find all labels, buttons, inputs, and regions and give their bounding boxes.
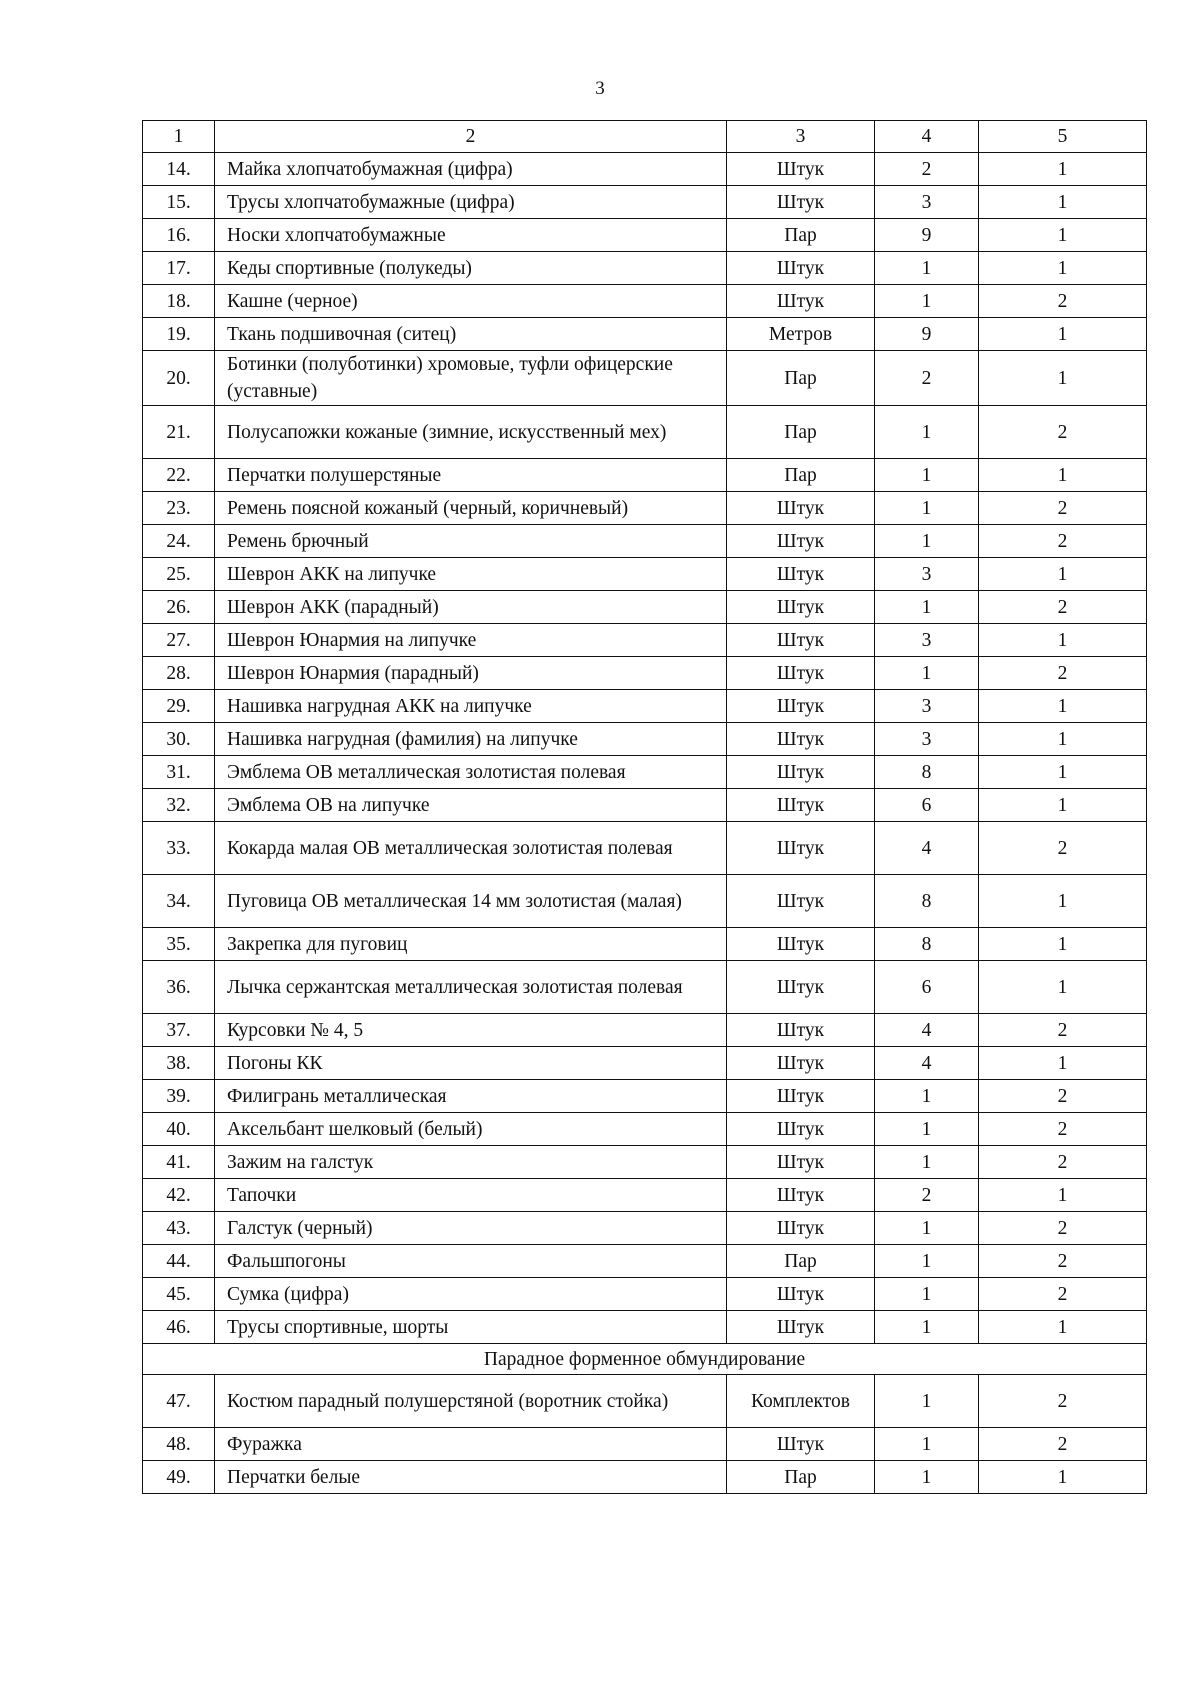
unit-of-measure: Штук: [727, 1428, 875, 1461]
item-name: Галстук (черный): [215, 1212, 727, 1245]
row-number: 23.: [143, 492, 215, 525]
unit-of-measure: Штук: [727, 756, 875, 789]
wear-term: 2: [979, 1014, 1147, 1047]
wear-term: 2: [979, 492, 1147, 525]
quantity: 8: [875, 928, 979, 961]
quantity: 2: [875, 153, 979, 186]
quantity: 1: [875, 1113, 979, 1146]
table-row: [143, 1179, 1147, 1212]
table-row: [143, 285, 1147, 318]
quantity: 8: [875, 875, 979, 928]
table-row: [143, 1278, 1147, 1311]
wear-term: 2: [979, 1212, 1147, 1245]
unit-of-measure: Штук: [727, 657, 875, 690]
unit-of-measure: Пар: [727, 219, 875, 252]
quantity: 1: [875, 591, 979, 624]
unit-of-measure: Штук: [727, 1047, 875, 1080]
quantity: 1: [875, 406, 979, 459]
unit-of-measure: Штук: [727, 723, 875, 756]
row-number: 31.: [143, 756, 215, 789]
wear-term: 2: [979, 1428, 1147, 1461]
unit-of-measure: Штук: [727, 1146, 875, 1179]
row-number: 26.: [143, 591, 215, 624]
unit-of-measure: Метров: [727, 318, 875, 351]
row-number: 46.: [143, 1311, 215, 1344]
row-number: 15.: [143, 186, 215, 219]
table-row: [143, 1245, 1147, 1278]
column-header: 1: [143, 121, 215, 153]
table-row: [143, 252, 1147, 285]
quantity: 1: [875, 1278, 979, 1311]
quantity: 1: [875, 252, 979, 285]
unit-of-measure: Штук: [727, 961, 875, 1014]
item-name: Филигрань металлическая: [215, 1080, 727, 1113]
wear-term: 1: [979, 624, 1147, 657]
wear-term: 1: [979, 875, 1147, 928]
quantity: 3: [875, 690, 979, 723]
quantity: 8: [875, 756, 979, 789]
wear-term: 1: [979, 351, 1147, 406]
table-row: [143, 186, 1147, 219]
row-number: 27.: [143, 624, 215, 657]
item-name: Фальшпогоны: [215, 1245, 727, 1278]
table-row: [143, 153, 1147, 186]
unit-of-measure: Пар: [727, 1245, 875, 1278]
row-number: 47.: [143, 1375, 215, 1428]
item-name: Нашивка нагрудная АКК на липучке: [215, 690, 727, 723]
item-name: Кашне (черное): [215, 285, 727, 318]
column-header: 5: [979, 121, 1147, 153]
row-number: 39.: [143, 1080, 215, 1113]
row-number: 48.: [143, 1428, 215, 1461]
item-name: Аксельбант шелковый (белый): [215, 1113, 727, 1146]
table-row: [143, 1146, 1147, 1179]
item-name: Трусы хлопчатобумажные (цифра): [215, 186, 727, 219]
unit-of-measure: Штук: [727, 1080, 875, 1113]
quantity: 2: [875, 1179, 979, 1212]
unit-of-measure: Штук: [727, 1278, 875, 1311]
row-number: 25.: [143, 558, 215, 591]
item-name: Курсовки № 4, 5: [215, 1014, 727, 1047]
wear-term: 2: [979, 1278, 1147, 1311]
item-name: Эмблема ОВ металлическая золотистая полевая: [215, 756, 727, 789]
wear-term: 2: [979, 1146, 1147, 1179]
wear-term: 1: [979, 690, 1147, 723]
unit-of-measure: Штук: [727, 525, 875, 558]
wear-term: 1: [979, 459, 1147, 492]
row-number: 19.: [143, 318, 215, 351]
table-row: [143, 1014, 1147, 1047]
item-name: Эмблема ОВ на липучке: [215, 789, 727, 822]
unit-of-measure: Штук: [727, 1014, 875, 1047]
wear-term: 1: [979, 558, 1147, 591]
table-row: [143, 1080, 1147, 1113]
table-row: [143, 558, 1147, 591]
unit-of-measure: Штук: [727, 822, 875, 875]
unit-of-measure: Штук: [727, 624, 875, 657]
table-row: [143, 318, 1147, 351]
unit-of-measure: Пар: [727, 459, 875, 492]
row-number: 43.: [143, 1212, 215, 1245]
wear-term: 2: [979, 1080, 1147, 1113]
quantity: 1: [875, 459, 979, 492]
unit-of-measure: Штук: [727, 153, 875, 186]
wear-term: 1: [979, 928, 1147, 961]
unit-of-measure: Штук: [727, 1179, 875, 1212]
table-row: [143, 1375, 1147, 1428]
item-name: Погоны КК: [215, 1047, 727, 1080]
table-row: [143, 1461, 1147, 1494]
unit-of-measure: Штук: [727, 252, 875, 285]
table-row: [143, 928, 1147, 961]
quantity: 4: [875, 1014, 979, 1047]
item-name: Носки хлопчатобумажные: [215, 219, 727, 252]
quantity: 2: [875, 351, 979, 406]
quantity: 1: [875, 1461, 979, 1494]
unit-of-measure: Штук: [727, 789, 875, 822]
section-title: Парадное форменное обмундирование: [143, 1344, 1147, 1375]
column-header: 4: [875, 121, 979, 153]
item-name: Ремень брючный: [215, 525, 727, 558]
wear-term: 2: [979, 1375, 1147, 1428]
wear-term: 2: [979, 591, 1147, 624]
unit-of-measure: Штук: [727, 690, 875, 723]
row-number: 41.: [143, 1146, 215, 1179]
wear-term: 2: [979, 1245, 1147, 1278]
wear-term: 1: [979, 318, 1147, 351]
unit-of-measure: Штук: [727, 1113, 875, 1146]
supply-table-container: [142, 120, 1146, 1494]
quantity: 3: [875, 558, 979, 591]
item-name: Пуговица ОВ металлическая 14 мм золотистая (малая): [215, 875, 727, 928]
table-row: [143, 1428, 1147, 1461]
unit-of-measure: Пар: [727, 1461, 875, 1494]
wear-term: 1: [979, 1311, 1147, 1344]
wear-term: 1: [979, 961, 1147, 1014]
wear-term: 1: [979, 219, 1147, 252]
row-number: 32.: [143, 789, 215, 822]
unit-of-measure: Комплектов: [727, 1375, 875, 1428]
table-row: [143, 657, 1147, 690]
row-number: 35.: [143, 928, 215, 961]
wear-term: 1: [979, 723, 1147, 756]
item-name: Шеврон АКК (парадный): [215, 591, 727, 624]
table-row: [143, 690, 1147, 723]
quantity: 9: [875, 318, 979, 351]
row-number: 22.: [143, 459, 215, 492]
table-row: [143, 406, 1147, 459]
row-number: 20.: [143, 351, 215, 406]
row-number: 29.: [143, 690, 215, 723]
item-name: Трусы спортивные, шорты: [215, 1311, 727, 1344]
wear-term: 1: [979, 756, 1147, 789]
row-number: 16.: [143, 219, 215, 252]
row-number: 17.: [143, 252, 215, 285]
unit-of-measure: Штук: [727, 591, 875, 624]
table-body: [143, 121, 1147, 1494]
item-name: Ремень поясной кожаный (черный, коричневый): [215, 492, 727, 525]
row-number: 45.: [143, 1278, 215, 1311]
quantity: 1: [875, 1146, 979, 1179]
table-row: [143, 1311, 1147, 1344]
quantity: 1: [875, 1311, 979, 1344]
table-row: [143, 723, 1147, 756]
item-name: Тапочки: [215, 1179, 727, 1212]
unit-of-measure: Штук: [727, 186, 875, 219]
row-number: 37.: [143, 1014, 215, 1047]
row-number: 30.: [143, 723, 215, 756]
table-row: [143, 1113, 1147, 1146]
quantity: 1: [875, 492, 979, 525]
column-header: 3: [727, 121, 875, 153]
quantity: 3: [875, 723, 979, 756]
table-row: [143, 789, 1147, 822]
item-name: Сумка (цифра): [215, 1278, 727, 1311]
wear-term: 1: [979, 1179, 1147, 1212]
quantity: 1: [875, 1212, 979, 1245]
table-row: [143, 492, 1147, 525]
page-number: 3: [595, 78, 605, 99]
supply-table: [142, 120, 1147, 1494]
item-name: Шеврон Юнармия (парадный): [215, 657, 727, 690]
unit-of-measure: Штук: [727, 1311, 875, 1344]
wear-term: 2: [979, 1113, 1147, 1146]
wear-term: 2: [979, 285, 1147, 318]
quantity: 3: [875, 186, 979, 219]
item-name: Ткань подшивочная (ситец): [215, 318, 727, 351]
unit-of-measure: Пар: [727, 406, 875, 459]
unit-of-measure: Штук: [727, 875, 875, 928]
wear-term: 1: [979, 186, 1147, 219]
item-name: Зажим на галстук: [215, 1146, 727, 1179]
row-number: 38.: [143, 1047, 215, 1080]
row-number: 21.: [143, 406, 215, 459]
wear-term: 1: [979, 1047, 1147, 1080]
item-name: Ботинки (полуботинки) хромовые, туфли офицерские (уставные): [215, 351, 727, 406]
table-row: [143, 875, 1147, 928]
unit-of-measure: Пар: [727, 351, 875, 406]
item-name: Кокарда малая ОВ металлическая золотистая полевая: [215, 822, 727, 875]
unit-of-measure: Штук: [727, 492, 875, 525]
table-row: [143, 961, 1147, 1014]
quantity: 1: [875, 1080, 979, 1113]
quantity: 1: [875, 1245, 979, 1278]
section-header-row: [143, 1344, 1147, 1375]
quantity: 4: [875, 822, 979, 875]
item-name: Перчатки полушерстяные: [215, 459, 727, 492]
table-row: [143, 756, 1147, 789]
quantity: 6: [875, 789, 979, 822]
table-row: [143, 624, 1147, 657]
item-name: Закрепка для пуговиц: [215, 928, 727, 961]
wear-term: 2: [979, 657, 1147, 690]
item-name: Нашивка нагрудная (фамилия) на липучке: [215, 723, 727, 756]
table-row: [143, 1047, 1147, 1080]
row-number: 18.: [143, 285, 215, 318]
row-number: 34.: [143, 875, 215, 928]
row-number: 33.: [143, 822, 215, 875]
row-number: 36.: [143, 961, 215, 1014]
item-name: Лычка сержантская металлическая золотистая полевая: [215, 961, 727, 1014]
quantity: 1: [875, 525, 979, 558]
item-name: Костюм парадный полушерстяной (воротник стойка): [215, 1375, 727, 1428]
row-number: 49.: [143, 1461, 215, 1494]
table-row: [143, 351, 1147, 406]
quantity: 6: [875, 961, 979, 1014]
row-number: 42.: [143, 1179, 215, 1212]
unit-of-measure: Штук: [727, 285, 875, 318]
wear-term: 2: [979, 525, 1147, 558]
item-name: Шеврон Юнармия на липучке: [215, 624, 727, 657]
wear-term: 1: [979, 252, 1147, 285]
table-row: [143, 822, 1147, 875]
item-name: Шеврон АКК на липучке: [215, 558, 727, 591]
row-number: 40.: [143, 1113, 215, 1146]
unit-of-measure: Штук: [727, 558, 875, 591]
row-number: 24.: [143, 525, 215, 558]
quantity: 1: [875, 657, 979, 690]
row-number: 14.: [143, 153, 215, 186]
table-row: [143, 459, 1147, 492]
item-name: Майка хлопчатобумажная (цифра): [215, 153, 727, 186]
wear-term: 1: [979, 1461, 1147, 1494]
wear-term: 1: [979, 789, 1147, 822]
column-header: 2: [215, 121, 727, 153]
row-number: 44.: [143, 1245, 215, 1278]
quantity: 1: [875, 1375, 979, 1428]
quantity: 1: [875, 285, 979, 318]
wear-term: 1: [979, 153, 1147, 186]
quantity: 1: [875, 1428, 979, 1461]
table-row: [143, 591, 1147, 624]
quantity: 9: [875, 219, 979, 252]
quantity: 4: [875, 1047, 979, 1080]
column-number-header-row: [143, 121, 1147, 153]
table-row: [143, 219, 1147, 252]
table-row: [143, 525, 1147, 558]
item-name: Кеды спортивные (полукеды): [215, 252, 727, 285]
item-name: Перчатки белые: [215, 1461, 727, 1494]
row-number: 28.: [143, 657, 215, 690]
table-row: [143, 1212, 1147, 1245]
wear-term: 2: [979, 406, 1147, 459]
quantity: 3: [875, 624, 979, 657]
unit-of-measure: Штук: [727, 1212, 875, 1245]
item-name: Полусапожки кожаные (зимние, искусственный мех): [215, 406, 727, 459]
item-name: Фуражка: [215, 1428, 727, 1461]
unit-of-measure: Штук: [727, 928, 875, 961]
wear-term: 2: [979, 822, 1147, 875]
